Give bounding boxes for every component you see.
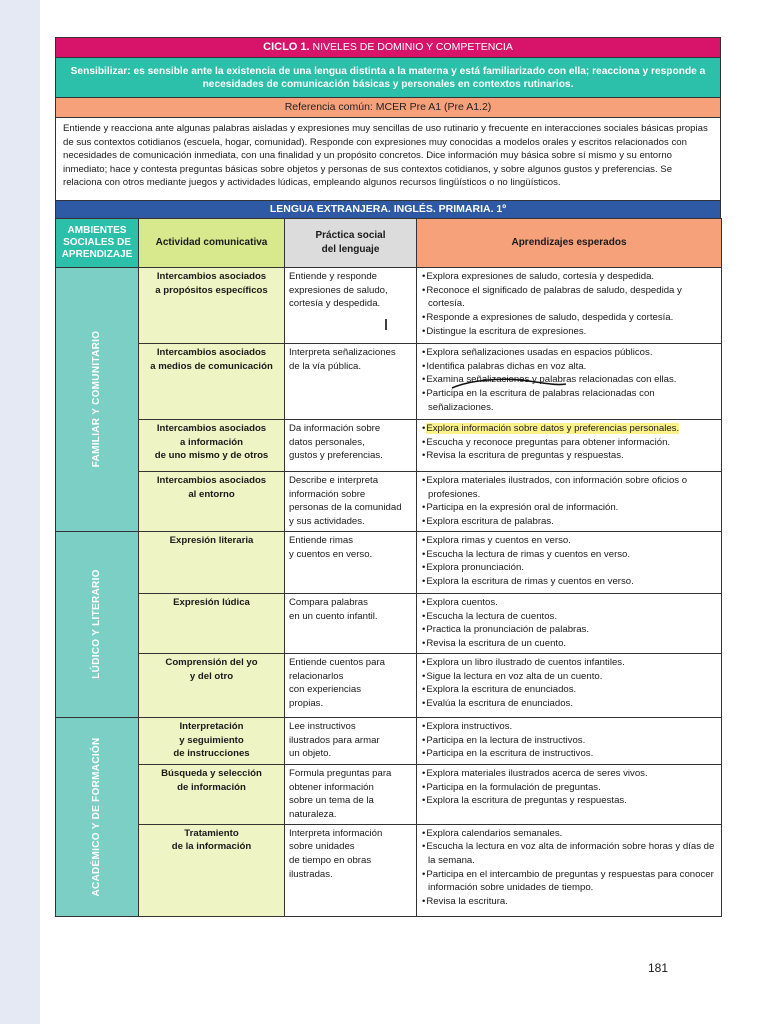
actividad-text: Intercambios asociados a propósitos específicos — [155, 271, 268, 296]
table-row — [56, 420, 722, 472]
aprendizaje-text: Escucha la lectura en voz alta de información sobre horas y días de la semana. — [426, 841, 715, 867]
practica-cell — [285, 344, 417, 420]
col-actividad-header: Actividad comunicativa — [139, 219, 285, 268]
col-aprendizajes-header: Aprendizajes esperados — [417, 219, 722, 268]
aprendizajes-cell — [417, 824, 722, 916]
aprendizaje-item — [421, 637, 717, 651]
aprendizaje-item — [421, 346, 717, 360]
table-row — [56, 824, 722, 916]
aprendizaje-item — [421, 284, 717, 311]
practica-text: Formula preguntas para obtener información sobre un tema de la naturaleza. — [289, 767, 392, 820]
aprendizajes-list — [421, 767, 717, 808]
aprendizaje-item — [421, 575, 717, 589]
aprendizaje-item — [421, 734, 717, 748]
description-text: Entiende y reacciona ante algunas palabras aisladas y expresiones muy sencillas de uso rutinario y frecuente en interacciones sociales básicas propias de sus contextos cotidianos (escuela, hogar, comunidad). Responde con expresiones muy conocidas a modelos orales y escritos relacionados con necesidades de comunicación inmediata, con una finalidad y un propósito concretos. Dice información muy básica sobre sí mismo y su entorno inmediato; hace y contesta preguntas básicas sobre objetos y personas de sus contextos cotidianos, y sobre algunos gustos y preferencias. Se relaciona con otros mediante juegos y actividades lúdicas, empleando algunos recursos lingüísticos o no lingüísticos. — [63, 123, 708, 189]
aprendizaje-item — [421, 781, 717, 795]
practica-cell — [285, 593, 417, 653]
aprendizaje-item — [421, 623, 717, 637]
col-practica-label: Práctica social del lenguaje — [315, 230, 386, 255]
table-row — [56, 472, 722, 532]
aprendizaje-text: Explora instructivos. — [426, 720, 513, 732]
actividad-text: Expresión literaria — [169, 534, 254, 546]
aprendizaje-text: Explora rimas y cuentos en verso. — [426, 534, 571, 546]
aprendizaje-text: Revisa la escritura de un cuento. — [426, 637, 567, 649]
actividad-cell — [139, 764, 285, 824]
aprendizaje-item — [421, 449, 717, 463]
practica-text: Describe e interpreta información sobre personas de la comunidad y sus actividades. — [289, 475, 402, 528]
aprendizaje-text: Evalúa la escritura de enunciados. — [426, 697, 574, 709]
practica-cell — [285, 764, 417, 824]
table-row — [56, 593, 722, 653]
lengua-band — [55, 200, 721, 218]
practica-cell — [285, 824, 417, 916]
aprendizaje-item — [421, 387, 717, 414]
practica-cell — [285, 420, 417, 472]
aprendizaje-item — [421, 270, 717, 284]
actividad-text: Intercambios asociados a medios de comunicación — [150, 347, 273, 372]
aprendizaje-text: Examina señalizaciones y palabras relacionadas con ellas. — [426, 374, 677, 386]
aprendizaje-item — [421, 656, 717, 670]
aprendizaje-text: Explora la escritura de enunciados. — [426, 684, 577, 696]
ambiente-cell — [56, 531, 139, 717]
aprendizaje-text: Revisa la escritura. — [426, 896, 508, 908]
page-number: 181 — [648, 961, 669, 975]
table-row — [56, 717, 722, 764]
aprendizaje-text: Escucha la lectura de cuentos. — [426, 610, 558, 622]
aprendizaje-text: Reconoce el significado de palabras de saludo, despedida y cortesía. — [426, 284, 682, 310]
practica-text: Da información sobre datos personales, gustos y preferencias. — [289, 423, 383, 462]
aprendizaje-text: Escucha y reconoce preguntas para obtener información. — [426, 436, 671, 448]
aprendizajes-list — [421, 346, 717, 415]
ambiente-cell — [56, 717, 139, 916]
lengua-text: LENGUA EXTRANJERA. INGLÉS. PRIMARIA. 1º — [269, 203, 507, 215]
actividad-cell — [139, 531, 285, 593]
ambiente-label: ACADÉMICO Y DE FORMACIÓN — [91, 737, 103, 897]
table-row — [56, 653, 722, 717]
aprendizaje-text: Explora escritura de palabras. — [426, 516, 554, 528]
aprendizaje-item — [421, 720, 717, 734]
practica-text: Compara palabras en un cuento infantil. — [289, 596, 378, 622]
aprendizajes-cell — [417, 344, 722, 420]
actividad-cell — [139, 824, 285, 916]
actividad-cell — [139, 653, 285, 717]
aprendizaje-item — [421, 794, 717, 808]
actividad-text: Búsqueda y selección de información — [161, 767, 262, 793]
actividad-cell — [139, 717, 285, 764]
description-band — [55, 117, 721, 200]
table-body — [56, 268, 722, 917]
practica-text: Entiende cuentos para relacionarlos con experiencias propias. — [289, 656, 386, 709]
actividad-text: Intercambios asociados al entorno — [156, 475, 267, 500]
referencia-text: Referencia común: MCER Pre A1 (Pre A1.2) — [284, 101, 492, 113]
aprendizaje-item — [421, 311, 717, 325]
aprendizajes-cell — [417, 717, 722, 764]
ambiente-label: LÚDICO Y LITERARIO — [91, 569, 103, 680]
aprendizaje-text: Participa en el intercambio de preguntas y respuestas para conocer información sobre unidades de tiempo. — [426, 868, 714, 894]
aprendizaje-text: Responde a expresiones de saludo, despedida y cortesía. — [426, 312, 674, 324]
aprendizaje-item — [421, 596, 717, 610]
aprendizajes-cell — [417, 593, 722, 653]
aprendizaje-item — [421, 767, 717, 781]
aprendizaje-item — [421, 422, 717, 436]
aprendizajes-list — [421, 474, 717, 529]
aprendizajes-cell — [417, 764, 722, 824]
cycle-title — [55, 37, 721, 57]
aprendizaje-item — [421, 840, 717, 867]
sensibilizar-text: Sensibilizar: es sensible ante la existencia de una lengua distinta a la materna y está familiarizado con ella; reacciona y responde a necesidades de comunicación básicas y personales en contextos rutinarios. — [70, 65, 706, 90]
actividad-cell — [139, 344, 285, 420]
table-row — [56, 531, 722, 593]
aprendizaje-text: Explora cuentos. — [426, 596, 498, 608]
aprendizajes-list — [421, 270, 717, 339]
col-ambientes-header: AMBIENTES SOCIALES DE APRENDIZAJE — [56, 219, 139, 268]
aprendizaje-item — [421, 436, 717, 450]
aprendizaje-item — [421, 697, 717, 711]
aprendizajes-list — [421, 596, 717, 651]
highlighted-aprendizaje-text: Explora información sobre datos y preferencias personales. — [426, 423, 680, 434]
aprendizaje-item — [421, 534, 717, 548]
aprendizaje-item — [421, 868, 717, 895]
aprendizaje-item — [421, 683, 717, 697]
aprendizaje-item — [421, 360, 717, 374]
aprendizaje-text: Revisa la escritura de preguntas y respuestas. — [426, 450, 624, 462]
practica-cell — [285, 653, 417, 717]
aprendizaje-item — [421, 373, 717, 387]
aprendizajes-cell — [417, 268, 722, 344]
actividad-text: Expresión lúdica — [173, 596, 250, 608]
cycle-title-rest: NIVELES DE DOMINIO Y COMPETENCIA — [309, 41, 513, 53]
aprendizaje-text: Participa en la escritura de instructivos. — [426, 748, 594, 760]
aprendizaje-text: Explora señalizaciones usadas en espacios públicos. — [426, 347, 653, 358]
cycle-title-bold: CICLO 1. — [263, 41, 310, 53]
aprendizaje-item — [421, 895, 717, 909]
aprendizajes-cell — [417, 531, 722, 593]
aprendizaje-text: Participa en la expresión oral de información. — [426, 502, 619, 514]
ambiente-label: FAMILIAR Y COMUNITARIO — [91, 331, 103, 468]
actividad-text: Comprensión del yo y del otro — [165, 656, 258, 682]
practica-text: Entiende y responde expresiones de saludo, cortesía y despedida. — [289, 271, 388, 310]
practica-cell — [285, 472, 417, 532]
practica-cell — [285, 268, 417, 344]
aprendizaje-item — [421, 325, 717, 339]
aprendizaje-text: Participa en la lectura de instructivos. — [426, 734, 586, 746]
practica-text: Interpreta señalizaciones de la vía pública. — [289, 347, 396, 372]
aprendizaje-item — [421, 670, 717, 684]
table-row — [56, 268, 722, 344]
aprendizajes-list — [421, 656, 717, 711]
page-edge-strip — [0, 0, 40, 1024]
aprendizaje-item — [421, 747, 717, 761]
aprendizaje-item — [421, 561, 717, 575]
aprendizaje-text: Sigue la lectura en voz alta de un cuento. — [426, 670, 603, 682]
actividad-text: Tratamiento de la información — [171, 827, 252, 853]
aprendizajes-list — [421, 422, 717, 463]
aprendizaje-text: Identifica palabras dichas en voz alta. — [426, 360, 587, 372]
aprendizaje-text: Explora la escritura de preguntas y respuestas. — [426, 795, 627, 807]
table-header-row — [56, 219, 722, 268]
actividad-cell — [139, 420, 285, 472]
table-row — [56, 764, 722, 824]
aprendizaje-text: Participa en la formulación de preguntas. — [426, 781, 601, 793]
aprendizaje-text: Explora expresiones de saludo, cortesía y despedida. — [426, 271, 655, 282]
sensibilizar-band — [55, 57, 721, 97]
actividad-cell — [139, 593, 285, 653]
learning-table — [55, 218, 722, 917]
aprendizaje-text: Explora materiales ilustrados acerca de seres vivos. — [426, 767, 648, 779]
aprendizajes-cell — [417, 653, 722, 717]
practica-text: Entiende rimas y cuentos en verso. — [289, 534, 373, 560]
aprendizaje-item — [421, 610, 717, 624]
aprendizaje-text: Practica la pronunciación de palabras. — [426, 624, 590, 636]
actividad-text: Intercambios asociados a información de uno mismo y de otros — [154, 423, 269, 462]
col-practica-header — [285, 219, 417, 268]
aprendizaje-text: Explora pronunciación. — [426, 562, 524, 574]
actividad-cell — [139, 472, 285, 532]
competency-sheet — [55, 37, 721, 917]
ambiente-cell — [56, 268, 139, 532]
practica-cell — [285, 531, 417, 593]
aprendizajes-cell — [417, 472, 722, 532]
aprendizajes-list — [421, 720, 717, 761]
aprendizaje-item — [421, 515, 717, 529]
aprendizaje-text: Explora materiales ilustrados, con información sobre oficios o profesiones. — [426, 475, 688, 500]
aprendizaje-text: Explora calendarios semanales. — [426, 827, 563, 839]
aprendizaje-text: Distingue la escritura de expresiones. — [426, 325, 587, 337]
actividad-cell — [139, 268, 285, 344]
aprendizaje-item — [421, 548, 717, 562]
aprendizaje-text: Explora un libro ilustrado de cuentos infantiles. — [426, 656, 625, 668]
aprendizaje-item — [421, 474, 717, 501]
referencia-band — [55, 97, 721, 117]
aprendizajes-list — [421, 534, 717, 589]
aprendizaje-item — [421, 501, 717, 515]
aprendizaje-item — [421, 827, 717, 841]
aprendizajes-cell — [417, 420, 722, 472]
aprendizajes-list — [421, 827, 717, 909]
aprendizaje-text: Explora la escritura de rimas y cuentos en verso. — [426, 575, 634, 587]
aprendizaje-text: Escucha la lectura de rimas y cuentos en verso. — [426, 548, 631, 560]
practica-cell — [285, 717, 417, 764]
table-row — [56, 344, 722, 420]
practica-text: Interpreta información sobre unidades de tiempo en obras ilustradas. — [289, 827, 383, 880]
actividad-text: Interpretación y seguimiento de instrucciones — [173, 720, 250, 760]
practica-text: Lee instructivos ilustrados para armar un objeto. — [289, 720, 380, 760]
aprendizaje-text: Participa en la escritura de palabras relacionadas con señalizaciones. — [426, 388, 655, 413]
